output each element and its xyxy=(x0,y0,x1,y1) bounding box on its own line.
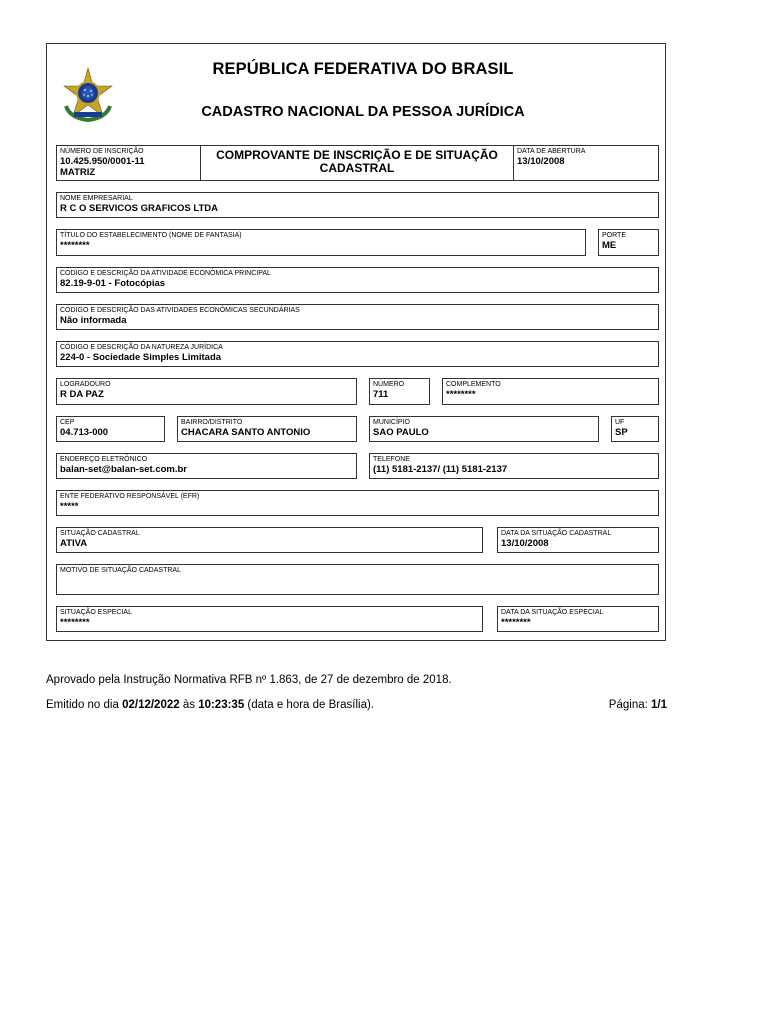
inscricao-label: NÚMERO DE INSCRIÇÃO xyxy=(60,148,144,155)
emitido-date: 02/12/2022 xyxy=(122,699,180,711)
porte-value: ME xyxy=(602,240,617,251)
situacao-especial-label: SITUAÇÃO ESPECIAL xyxy=(60,609,132,616)
efr-box xyxy=(56,490,659,516)
cep-label: CEP xyxy=(60,419,75,426)
abertura-box xyxy=(513,145,659,181)
data-situacao-value: 13/10/2008 xyxy=(501,538,549,549)
numero-label: NÚMERO xyxy=(373,381,405,388)
cep-value: 04.713-000 xyxy=(60,427,109,438)
cep-box xyxy=(56,416,165,442)
complemento-box xyxy=(442,378,659,405)
nome-label: NOME EMPRESARIAL xyxy=(60,195,133,202)
email-value: balan-set@balan-set.com.br xyxy=(60,464,187,475)
nome-value: R C O SERVICOS GRAFICOS LTDA xyxy=(60,203,218,214)
data-situacao-box xyxy=(497,527,659,553)
brazil-coat-of-arms-icon xyxy=(60,66,116,122)
nome-box xyxy=(56,192,659,218)
situacao-box xyxy=(56,527,483,553)
bairro-box xyxy=(177,416,357,442)
atividade-principal-label: CÓDIGO E DESCRIÇÃO DA ATIVIDADE ECONÔMICA PRINCIPAL xyxy=(60,270,271,277)
email-box xyxy=(56,453,357,479)
atividades-secundarias-box xyxy=(56,304,659,330)
porte-label: PORTE xyxy=(602,232,626,239)
page-number xyxy=(609,699,667,711)
situacao-especial-box xyxy=(56,606,483,632)
emitido-mid: às xyxy=(179,699,199,711)
logradouro-box xyxy=(56,378,357,405)
logradouro-label: LOGRADOURO xyxy=(60,381,111,388)
complemento-value: ******** xyxy=(446,389,476,400)
emitido-suffix: (data e hora de Brasília). xyxy=(244,699,374,711)
telefone-label: TELEFONE xyxy=(373,456,410,463)
motivo-box xyxy=(56,564,659,595)
numero-box xyxy=(369,378,430,405)
situacao-label: SITUAÇÃO CADASTRAL xyxy=(60,530,140,537)
natureza-label: CÓDIGO E DESCRIÇÃO DA NATUREZA JURÍDICA xyxy=(60,344,223,351)
logradouro-value: R DA PAZ xyxy=(60,389,104,400)
header-title: REPÚBLICA FEDERATIVA DO BRASIL xyxy=(212,60,514,78)
emitido-text xyxy=(46,699,374,711)
uf-box xyxy=(611,416,659,442)
porte-box xyxy=(598,229,659,256)
abertura-value: 13/10/2008 xyxy=(517,156,565,167)
abertura-label: DATA DE ABERTURA xyxy=(517,148,586,155)
inscricao-type: MATRIZ xyxy=(60,167,96,178)
fantasia-value: ******** xyxy=(60,240,90,251)
situacao-value: ATIVA xyxy=(60,538,88,549)
emitido-prefix: Emitido no dia xyxy=(46,699,123,711)
municipio-label: MUNICÍPIO xyxy=(373,419,410,426)
telefone-box xyxy=(369,453,659,479)
header-subtitle: CADASTRO NACIONAL DA PESSOA JURÍDICA xyxy=(201,104,525,120)
page-prefix: Página: xyxy=(608,699,651,711)
bairro-value: CHACARA SANTO ANTONIO xyxy=(181,427,311,438)
complemento-label: COMPLEMENTO xyxy=(446,381,501,388)
doc-title: COMPROVANTE DE INSCRIÇÃO E DE SITUAÇÃO CADASTRAL xyxy=(216,148,498,175)
emitido-time: 10:23:35 xyxy=(198,699,245,711)
situacao-especial-value: ******** xyxy=(60,617,90,628)
atividades-secundarias-value: Não informada xyxy=(60,315,127,326)
uf-value: SP xyxy=(615,427,628,438)
municipio-box xyxy=(369,416,599,442)
data-situacao-especial-box xyxy=(497,606,659,632)
page-value: 1/1 xyxy=(651,699,667,711)
email-label: ENDEREÇO ELETRÔNICO xyxy=(60,456,148,463)
natureza-box xyxy=(56,341,659,367)
approval-text: Aprovado pela Instrução Normativa RFB nº 1.863, de 27 de dezembro de 2018. xyxy=(46,674,452,686)
data-situacao-label: DATA DA SITUAÇÃO CADASTRAL xyxy=(501,530,612,537)
doc-title-box xyxy=(200,145,514,181)
municipio-value: SAO PAULO xyxy=(373,427,429,438)
natureza-value: 224-0 - Sociedade Simples Limitada xyxy=(60,352,222,363)
data-situacao-especial-label: DATA DA SITUAÇÃO ESPECIAL xyxy=(501,609,604,616)
motivo-label: MOTIVO DE SITUAÇÃO CADASTRAL xyxy=(60,567,181,574)
fantasia-label: TÍTULO DO ESTABELECIMENTO (NOME DE FANTASIA) xyxy=(60,232,242,239)
efr-label: ENTE FEDERATIVO RESPONSÁVEL (EFR) xyxy=(60,493,200,500)
numero-value: 711 xyxy=(373,389,389,400)
atividades-secundarias-label: CÓDIGO E DESCRIÇÃO DAS ATIVIDADES ECONÔMICAS SECUNDÁRIAS xyxy=(60,307,300,314)
telefone-value: (11) 5181-2137/ (11) 5181-2137 xyxy=(373,464,508,475)
uf-label: UF xyxy=(615,419,625,426)
atividade-principal-value: 82.19-9-01 - Fotocópias xyxy=(60,278,166,289)
bairro-label: BAIRRO/DISTRITO xyxy=(181,419,243,426)
inscricao-value: 10.425.950/0001-11 xyxy=(60,156,145,167)
data-situacao-especial-value: ******** xyxy=(501,617,531,628)
efr-value: ***** xyxy=(60,501,79,512)
inscricao-box xyxy=(56,145,201,181)
fantasia-box xyxy=(56,229,586,256)
atividade-principal-box xyxy=(56,267,659,293)
